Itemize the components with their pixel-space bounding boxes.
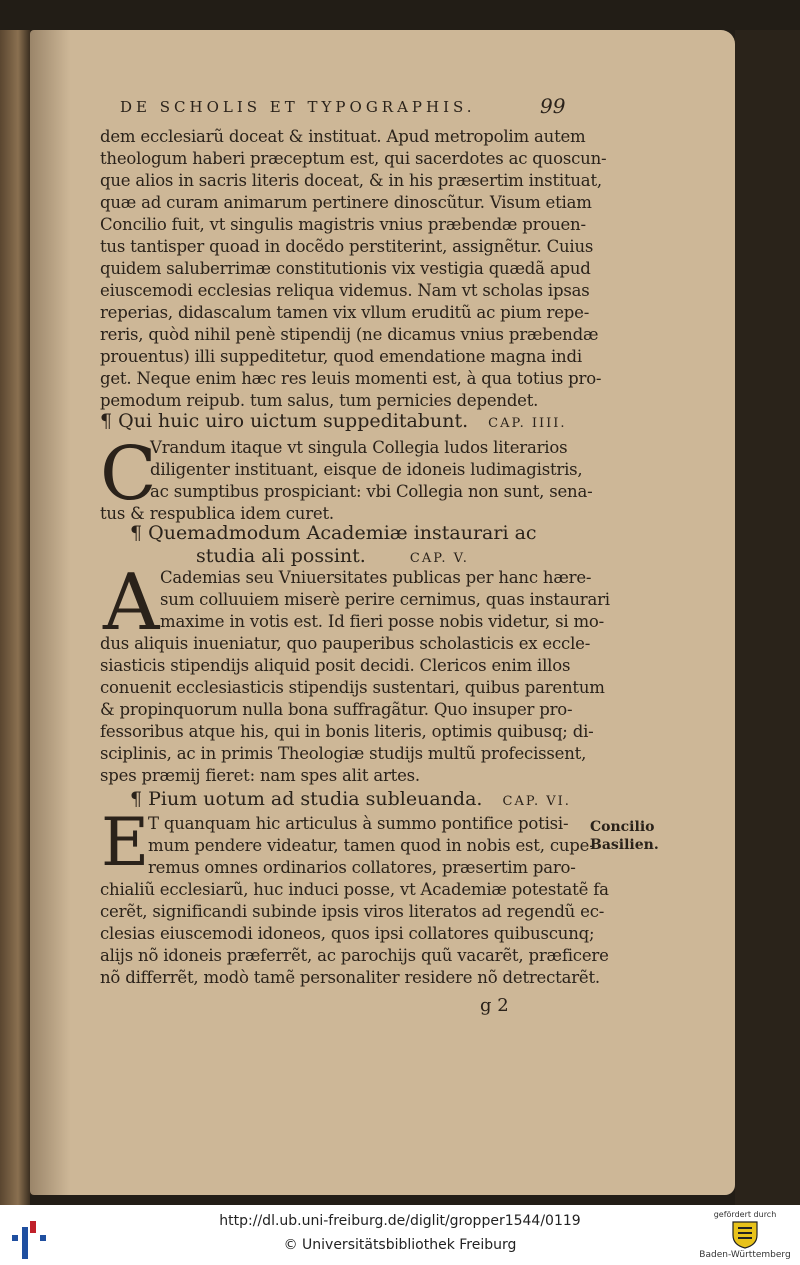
text-line: prouentus) illi suppeditetur, quod emendatione magna indi xyxy=(100,347,582,366)
chapter-heading-5-line2 xyxy=(196,545,469,567)
text-line: spes præmij fieret: nam spes alit artes. xyxy=(100,766,420,785)
heading-title: ¶ Pium uotum ad studia subleuanda. xyxy=(130,788,483,810)
text-line: clesias eiuscemodi idoneos, quos ipsi collatores quibuscunq; xyxy=(100,924,595,943)
text-line: Concilio fuit, vt singulis magistris vnius præbendæ prouen- xyxy=(100,215,586,234)
text-line: conuenit ecclesiasticis stipendijs sustentari, quibus parentum xyxy=(100,678,605,697)
text-line: dus aliquis inueniatur, quo pauperibus scholasticis ex eccle- xyxy=(100,634,591,653)
running-head: DE SCHOLIS ET TYPOGRAPHIS. xyxy=(120,98,476,116)
baden-wuerttemberg-crest-icon xyxy=(729,1219,761,1249)
text-line: maxime in votis est. Id fieri posse nobis videtur, si mo- xyxy=(160,612,605,631)
initial-a: A xyxy=(103,558,160,648)
text-line: get. Neque enim hæc res leuis momenti est, à qua totius pro- xyxy=(100,369,602,388)
text-line: fessoribus atque his, qui in bonis literis, optimis quibusq; di- xyxy=(100,722,594,741)
text-line: sum colluuiem miserè perire cernimus, quas instaurari xyxy=(160,590,610,609)
heading-title: ¶ Qui huic uiro uictum suppeditabunt. xyxy=(100,410,469,432)
text-line: chialiũ ecclesiarũ, huc induci posse, vt Academiæ potestatẽ fa xyxy=(100,880,609,899)
text-line: cerẽt, significandi subinde ipsis viros literatos ad regendũ ec- xyxy=(100,902,605,921)
text-line: reperias, didascalum tamen vix vllum eruditũ ac pium repe- xyxy=(100,303,590,322)
text-line: quæ ad curam animarum pertinere dinoscũtur. Visum etiam xyxy=(100,193,592,212)
text-line: reris, quòd nihil penè stipendij (ne dicamus vnius præbendæ xyxy=(100,325,599,344)
page-number: 99 xyxy=(540,94,566,118)
text-line: & propinquorum nulla bona suffragãtur. Quo insuper pro- xyxy=(100,700,573,719)
text-line: quidem saluberrimæ constitutionis vix vestigia quædã apud xyxy=(100,259,591,278)
text-line: Vrandum itaque vt singula Collegia ludos literarios xyxy=(150,438,568,457)
library-logo-icon xyxy=(8,1215,52,1259)
heading-chapter: CAP. IIII. xyxy=(488,416,567,431)
text-line: nõ differrẽt, modò tamẽ personaliter residere nõ detrectarẽt. xyxy=(100,968,600,987)
signature-mark: g 2 xyxy=(480,995,509,1016)
heading-chapter: CAP. V. xyxy=(409,551,469,566)
margin-note-2: Basilien. xyxy=(590,837,659,853)
initial-e: E xyxy=(101,804,150,881)
chapter-heading-5-line1: ¶ Quemadmodum Academiæ instaurari ac xyxy=(130,522,537,544)
chapter-heading-4 xyxy=(100,410,567,432)
heading-chapter: CAP. VI. xyxy=(502,794,571,809)
chapter-heading-6 xyxy=(130,788,571,810)
text-line: mum pendere videatur, tamen quod in nobis est, cupe- xyxy=(148,836,595,855)
initial-c: C xyxy=(100,431,157,517)
text-line: sciplinis, ac in primis Theologiæ studijs multũ profecissent, xyxy=(100,744,587,763)
viewer-footer xyxy=(0,1205,800,1265)
text-line: tus & respublica idem curet. xyxy=(100,504,334,523)
text-line: theologum haberi præceptum est, qui sacerdotes ac quoscun- xyxy=(100,149,607,168)
heading-title: studia ali possint. xyxy=(196,545,366,567)
text-line: siasticis stipendijs aliquid posit decidi. Clericos enim illos xyxy=(100,656,571,675)
margin-note-1: Concilio xyxy=(590,819,655,835)
footer-copyright: © Universitätsbibliothek Freiburg xyxy=(283,1237,517,1253)
text-line: tus tantisper quoad in docẽdo perstiterint, assignẽtur. Cuius xyxy=(100,237,594,256)
sponsor-name: Baden-Württemberg xyxy=(699,1250,791,1260)
text-line: que alios in sacris literis doceat, & in his præsertim instituat, xyxy=(100,171,602,190)
text-line: T quanquam hic articulus à summo pontifice potisi- xyxy=(148,814,569,833)
text-line: Cademias seu Vniuersitates publicas per hanc hære- xyxy=(160,568,592,587)
text-line: diligenter instituant, eisque de idoneis ludimagistris, xyxy=(150,460,583,479)
text-line: alijs nõ idoneis præferrẽt, ac parochijs quũ vacarẽt, præficere xyxy=(100,946,609,965)
text-line: dem ecclesiarũ doceat & instituat. Apud metropolim autem xyxy=(100,127,586,146)
text-line: pemodum reipub. tum salus, tum pernicies dependet. xyxy=(100,391,539,410)
sponsor-caption: gefördert durch xyxy=(713,1210,777,1219)
text-line: remus omnes ordinarios collatores, præsertim paro- xyxy=(148,858,576,877)
text-line: eiuscemodi ecclesias reliqua videmus. Nam vt scholas ipsas xyxy=(100,281,590,300)
text-line: ac sumptibus prospiciant: vbi Collegia non sunt, sena- xyxy=(150,482,593,501)
footer-url[interactable]: http://dl.ub.uni-freiburg.de/diglit/gropper1544/0119 xyxy=(219,1213,581,1229)
